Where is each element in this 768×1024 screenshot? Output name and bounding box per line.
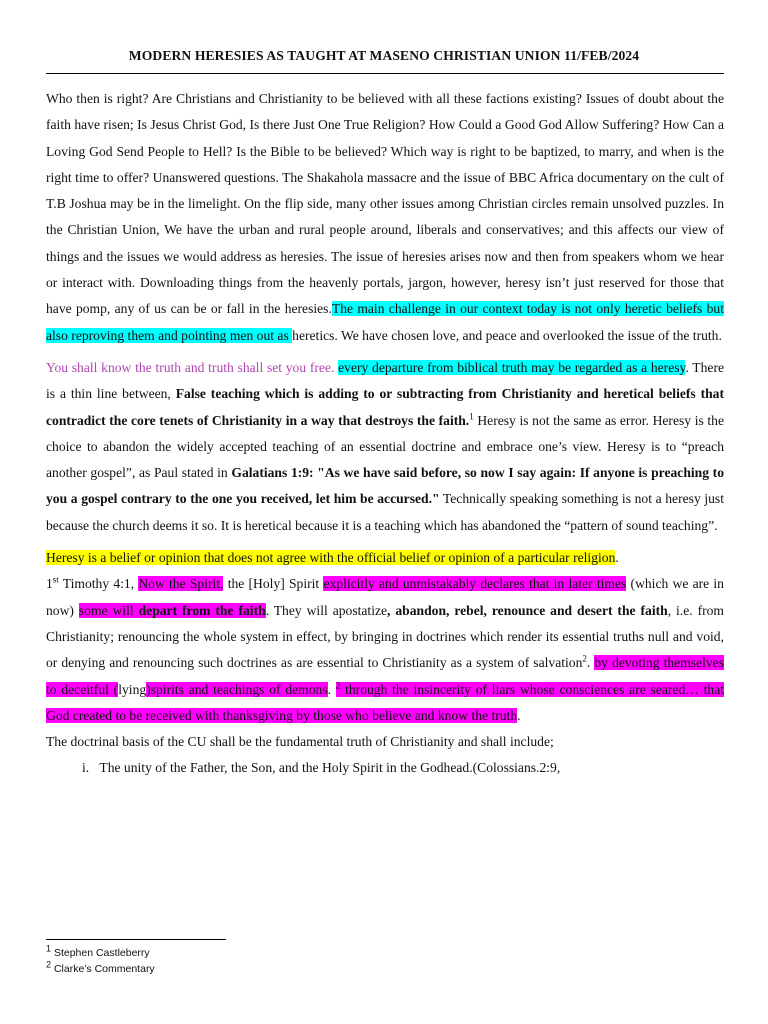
footnote-1: $^1$ Stephen Castleberry	[46, 943, 150, 959]
footnote-divider	[46, 939, 226, 940]
highlight-yellow: Heresy is a belief or opinion that does not agree with the official belief or opinion of a particular religion	[46, 550, 616, 566]
highlight-cyan: The main challenge in our context today is not only heretic beliefs but also reproving them and pointing men out as	[46, 301, 725, 343]
highlight-magenta: some will depart from the faith	[78, 602, 266, 618]
list-item: i. The unity of the Father, the Son, and the Holy Spirit in the Godhead.(Colossians.2:9,	[82, 760, 561, 776]
highlight-magenta: Now the Spirit,	[138, 576, 224, 592]
highlight-magenta: by devoting themselves to deceitful (	[46, 655, 724, 697]
title-divider	[46, 73, 724, 74]
highlight-cyan: every departure from biblical truth may be regarded as a heresy	[338, 359, 686, 375]
highlight-magenta: )spirits and teachings of demons	[146, 681, 328, 697]
document-body	[46, 86, 724, 782]
scripture-quote: You shall know the truth and truth shall set you free.	[46, 359, 339, 375]
highlight-magenta: explicitly and unmistakably declares that in later times	[323, 576, 627, 592]
page-title: MODERN HERESIES AS TAUGHT AT MASENO CHRISTIAN UNION 11/FEB/2024	[128, 48, 640, 63]
paragraph-timothy: 1st Timothy 4:1, Now the Spirit, the [Holy] Spirit explicitly and unmistakably declares that in later times (which we are in now) some will depart from the faith. They will apostatize, abandon, rebel, renounce and desert the faith, i.e. from Christianity; renouncing the whole system in effect, by bringing in doctrines which render its essential truths null and void, or denying and renouncing such doctrines as are essential to Christianity as a system of salvation$^2$. by devoting themselves to deceitful (lying)spirits and teachings of demons. $^2$ through the insincerity of liars whose consciences are seared… that God created to be received with thanksgiving by those who believe and know the truth.	[46, 574, 725, 723]
paragraph-definition: Heresy is a belief or opinion that does not agree with the official belief or opinion of a particular religion.	[46, 550, 619, 566]
footnote-ref: 1	[469, 411, 474, 422]
footnote-ref: 2	[582, 653, 587, 664]
paragraph-doctrinal-basis: The doctrinal basis of the CU shall be the fundamental truth of Christianity and shall include;	[46, 734, 554, 750]
paragraph-truth: You shall know the truth and truth shall set you free. every departure from biblical truth may be regarded as a heresy. There is a thin line between, False teaching which is adding to or subtracting from Christianity and heretical beliefs that contradict the core tenets of Christianity in a way that destroys the faith.$^1$ Heresy is not the same as error. Heresy is the choice to abandon the widely accepted teaching of an essential doctrine and embrace one’s view. Heresy is to “preach another gospel”, as Paul stated in Galatians 1:9: "As we have said before, so now I say again: If anyone is preaching to you a gospel contrary to the one you received, let him be accursed." Technically speaking something is not a heresy just because the church deems it so. It is heretical because it is a teaching which has abandoned the “pattern of sound teaching”.	[46, 359, 725, 533]
highlight-magenta: $^2$ through the insincerity of liars whose consciences are seared… that God created to be received with thanksgiving by those who believe and know the truth	[46, 680, 725, 723]
paragraph-intro: Who then is right? Are Christians and Christianity to be believed with all these factions existing? Issues of doubt about the faith have risen; Is Jesus Christ God, Is there Just One True Religion? How Could a Good God Allow Suffering? How Can a Loving God Send People to Hell? Is the Bible to be believed? Which way is right to be baptized, to marry, and when is the right time to offer? Unanswered questions. The Shakahola massacre and the issue of BBC Africa documentary on the cult of T.B Joshua may be in the limelight. On the flip side, many other issues among Christian circles remain unsolved puzzles. In the Christian Union, We have the urban and rural people around, liberals and conservatives; and this affects our view of things and the issues we would address as heresies. The issue of heresies arises now and then from speakers whom we hear or interact with. Downloading things from the heavenly portals, jargon, however, heresy isn’t just reserved for those that have pomp, any of us can be or fall in the heresies.The main challenge in our context today is not only heretic beliefs but also reproving them and pointing men out as heretics. We have chosen love, and peace and overlooked the issue of the truth.	[46, 91, 725, 343]
footnote-2: $^2$ Clarke’s Commentary	[46, 959, 155, 975]
